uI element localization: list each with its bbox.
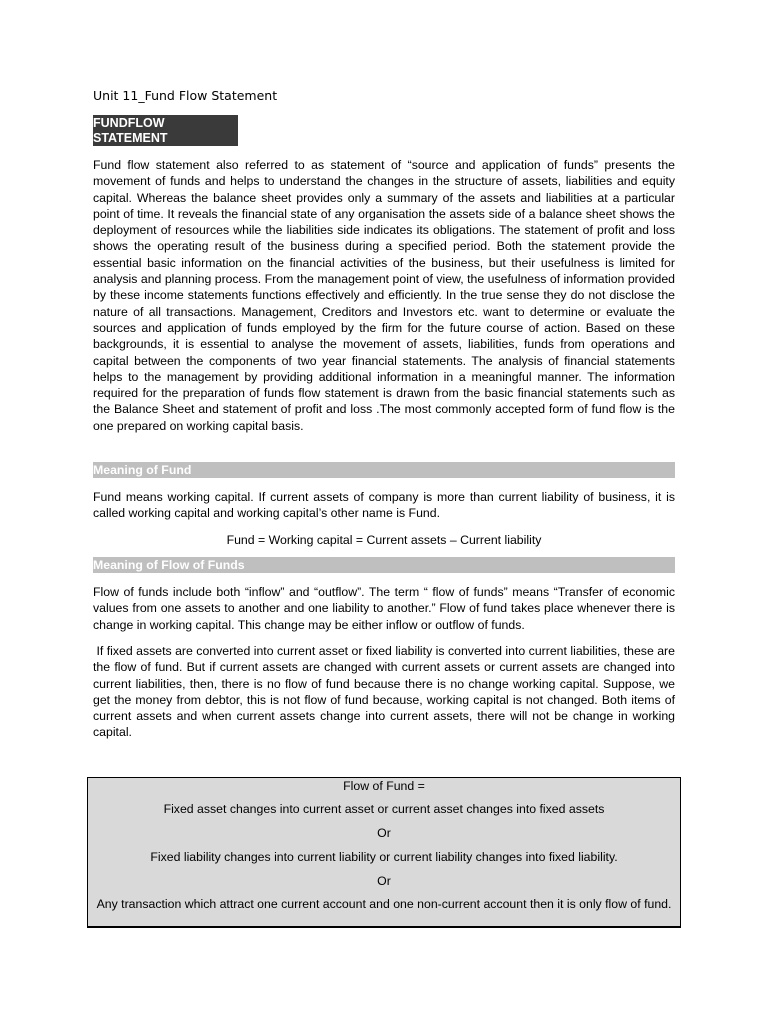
- flow-of-funds-paragraph-1: Flow of funds include both “inflow” and “outflow”. The term “ flow of funds” means “Transfer of economic values from one assets to another and one liability to another.” Flow of fund takes place whenever there is change in working capital. This change may be either inflow or outflow of funds.: [93, 585, 675, 632]
- intro-paragraph: Fund flow statement also referred to as statement of “source and application of funds” presents the movement of funds and helps to understand the changes in the structure of assets, liabilities and equity capital. Whereas the balance sheet provides only a summary of the assets and liabilities at a particular point of time. It reveals the financial state of any organisation the assets side of a balance sheet shows the deployment of resources while the liabilities side indicates its obligations. The statement of profit and loss shows the operating result of the business during a specified period. Both the statement provide the essential basic information on the financial activities of the business, but their usefulness is limited for analysis and planning process. From the management point of view, the usefulness of information provided by these income statements functions effectively and efficiently. In the true sense they do not disclose the nature of all transactions. Management, Creditors and Investors etc. want to determine or evaluate the sources and application of funds employed by the firm for the future course of action. Based on these backgrounds, it is essential to analyse the movement of assets, liabilities, funds from operations and capital between the components of two year financial statements. The analysis of financial statements helps to the management by providing additional information in a meaningful manner. The information required for the preparation of funds flow statement is drawn from the basic financial statements such as the Balance Sheet and statement of profit and loss .The most commonly accepted form of fund flow is the one prepared on working capital basis.: [93, 158, 675, 433]
- flow-box-or-1: Or: [377, 826, 391, 840]
- flow-box-line-1: Fixed asset changes into current asset or current asset changes into fixed assets: [163, 802, 605, 816]
- unit-title: Unit 11_Fund Flow Statement: [93, 88, 278, 103]
- flow-of-fund-definition-box: [87, 777, 681, 928]
- flow-box-title: Flow of Fund =: [343, 779, 425, 793]
- document-title-line-1: FUNDFLOW: [93, 116, 165, 130]
- section-heading-meaning-of-fund: Meaning of Fund: [93, 462, 675, 478]
- flow-box-line-2: Fixed liability changes into current liability or current liability changes into fixed liability.: [150, 850, 618, 864]
- section-heading-meaning-of-flow: Meaning of Flow of Funds: [93, 557, 675, 573]
- flow-box-line-3: Any transaction which attract one current account and one non-current account then it is only flow of fund.: [96, 897, 672, 911]
- fund-formula: Fund = Working capital = Current assets – Current liability: [226, 533, 542, 547]
- meaning-of-fund-paragraph: Fund means working capital. If current assets of company is more than current liability of business, it is called working capital and working capital’s other name is Fund.: [93, 490, 675, 521]
- document-title-line-2: STATEMENT: [93, 131, 168, 145]
- flow-box-or-2: Or: [377, 874, 391, 888]
- flow-of-funds-paragraph-2: If fixed assets are converted into current asset or fixed liability is converted into current liabilities, these are the flow of fund. But if current assets are changed with current assets or current assets are changed into current liabilities, then, there is no flow of fund because there is no change working capital. Suppose, we get the money from debtor, this is not flow of fund because, working capital is not changed. Both items of current assets and when current assets change into current assets, there will not be change in working capital.: [93, 644, 679, 740]
- document-title-box: [93, 115, 238, 146]
